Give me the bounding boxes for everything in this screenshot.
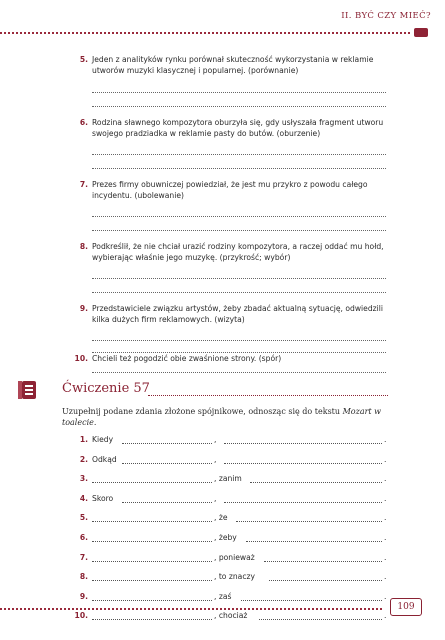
- blank-second-clause[interactable]: [259, 619, 382, 620]
- item-text: Prezes firmy obuwniczej powiedział, że jest mu przykro z powodu całego incydentu. (ubolewanie): [92, 180, 368, 200]
- item-text: Przedstawiciele związku artystów, żeby zbadać aktualną sytuację, odwiedzili kilka dużych firm reklamowych. (wizyta): [92, 304, 383, 324]
- answer-line[interactable]: [92, 340, 386, 341]
- instruction-end: .: [93, 418, 97, 427]
- row-number: 5.: [79, 513, 88, 523]
- row-end-period: .: [384, 572, 387, 582]
- blank-second-clause[interactable]: [236, 521, 382, 522]
- row-connector: , zaś: [214, 591, 232, 601]
- row-connector: , żeby: [214, 533, 237, 542]
- row-number: 9.: [79, 591, 88, 601]
- exercise-title: Ćwiczenie 57: [62, 381, 150, 396]
- exercise-item: [64, 242, 388, 263]
- answer-line[interactable]: [92, 154, 386, 155]
- top-divider-marker: [414, 28, 428, 37]
- exercise-item: [64, 55, 388, 76]
- blank-first-clause[interactable]: [92, 619, 212, 620]
- fill-row: [64, 572, 388, 584]
- row-number: 6.: [79, 533, 88, 542]
- blank-first-clause[interactable]: [92, 580, 212, 581]
- row-end-period: .: [384, 513, 387, 523]
- row-end-period: .: [384, 591, 387, 601]
- row-connector: , że: [214, 513, 228, 523]
- item-text: Rodzina sławnego kompozytora oburzyła się, gdy usłyszała fragment utworu swojego pradziadka w reklamie pasty do butów. (oburzenie): [92, 118, 384, 138]
- blank-second-clause[interactable]: [269, 580, 382, 581]
- blank-first-clause[interactable]: [92, 600, 212, 601]
- row-connector: ,: [214, 454, 217, 464]
- row-connector: , ponieważ: [214, 552, 255, 562]
- row-number: 10.: [74, 611, 88, 621]
- item-number: 6.: [79, 118, 88, 127]
- blank-first-clause[interactable]: [122, 443, 212, 444]
- answer-line[interactable]: [92, 292, 386, 293]
- answer-line[interactable]: [92, 278, 386, 279]
- instruction-title-ref: Mozart w toalecie: [62, 407, 382, 427]
- blank-second-clause[interactable]: [241, 600, 382, 601]
- row-number: 8.: [79, 572, 88, 582]
- exercise-title-rule: [148, 395, 388, 396]
- item-number: 5.: [79, 55, 88, 64]
- row-connector: ,: [214, 493, 217, 503]
- answer-line[interactable]: [92, 92, 386, 93]
- row-end-period: .: [384, 611, 387, 621]
- bottom-divider: [0, 608, 382, 610]
- fill-row: [64, 553, 388, 565]
- row-number: 2.: [79, 454, 88, 464]
- item-text: Chcieli też pogodzić obie zwaśnione strony. (spór): [92, 354, 282, 363]
- exercise-item: [64, 180, 388, 201]
- exercise-item: [64, 354, 388, 365]
- page-number: 109: [390, 598, 422, 616]
- item-number: 10.: [74, 354, 88, 363]
- row-end-period: .: [384, 474, 387, 484]
- row-end-period: .: [384, 552, 387, 562]
- row-end-period: .: [384, 493, 387, 503]
- row-end-period: .: [384, 533, 387, 542]
- blank-second-clause[interactable]: [250, 482, 382, 483]
- row-number: 3.: [79, 474, 88, 484]
- fill-row: [64, 455, 388, 467]
- exercise-item: [64, 118, 388, 139]
- exercise-item: [64, 304, 388, 325]
- blank-second-clause[interactable]: [224, 463, 382, 464]
- blank-first-clause[interactable]: [92, 561, 212, 562]
- row-lead-word: Kiedy: [92, 435, 114, 444]
- running-head: II. BYĆ CZY MIEĆ?: [341, 11, 431, 21]
- item-number: 8.: [79, 242, 88, 251]
- instruction-text: Uzupełnij podane zdania złożone spójnikowe, odnosząc się do tekstu: [62, 407, 343, 416]
- blank-second-clause[interactable]: [264, 561, 382, 562]
- answer-line[interactable]: [92, 106, 386, 107]
- blank-first-clause[interactable]: [122, 463, 212, 464]
- row-connector: , to znaczy: [214, 572, 255, 582]
- answer-line[interactable]: [92, 352, 386, 353]
- answer-line[interactable]: [92, 168, 386, 169]
- fill-row: [64, 474, 388, 486]
- row-lead-word: Skoro: [92, 493, 114, 503]
- fill-row: [64, 611, 388, 623]
- blank-first-clause[interactable]: [92, 482, 212, 483]
- answer-line[interactable]: [92, 230, 386, 231]
- fill-row: [64, 592, 388, 604]
- row-end-period: .: [384, 454, 387, 464]
- blank-first-clause[interactable]: [122, 502, 212, 503]
- blank-second-clause[interactable]: [224, 443, 382, 444]
- fill-row: [64, 533, 388, 545]
- row-connector: , zanim: [214, 474, 242, 484]
- row-connector: ,: [214, 435, 217, 444]
- blank-first-clause[interactable]: [92, 521, 212, 522]
- fill-row: [64, 494, 388, 506]
- row-connector: , chociaż: [214, 611, 248, 621]
- top-divider: [0, 32, 410, 34]
- row-end-period: .: [384, 435, 387, 444]
- fill-row: [64, 513, 388, 525]
- row-number: 4.: [79, 493, 88, 503]
- answer-line[interactable]: [92, 216, 386, 217]
- item-number: 9.: [79, 304, 88, 313]
- blank-second-clause[interactable]: [246, 541, 382, 542]
- item-text: Podkreślił, że nie chciał urazić rodziny kompozytora, a raczej oddać mu hołd, wybierając właśnie jego muzykę. (przykrość; wybór): [92, 242, 384, 262]
- exercise-icon: [22, 381, 36, 399]
- row-lead-word: Odkąd: [92, 454, 117, 464]
- row-number: 7.: [79, 552, 88, 562]
- item-number: 7.: [79, 180, 88, 189]
- blank-second-clause[interactable]: [224, 502, 382, 503]
- answer-line[interactable]: [92, 372, 386, 373]
- row-number: 1.: [79, 435, 88, 444]
- item-text: Jeden z analityków rynku porównał skuteczność wykorzystania w reklamie utworów muzyki klasycznej i popularnej. (porównanie): [92, 55, 374, 75]
- exercise-instruction: [62, 406, 388, 428]
- fill-row: [64, 435, 388, 447]
- blank-first-clause[interactable]: [92, 541, 212, 542]
